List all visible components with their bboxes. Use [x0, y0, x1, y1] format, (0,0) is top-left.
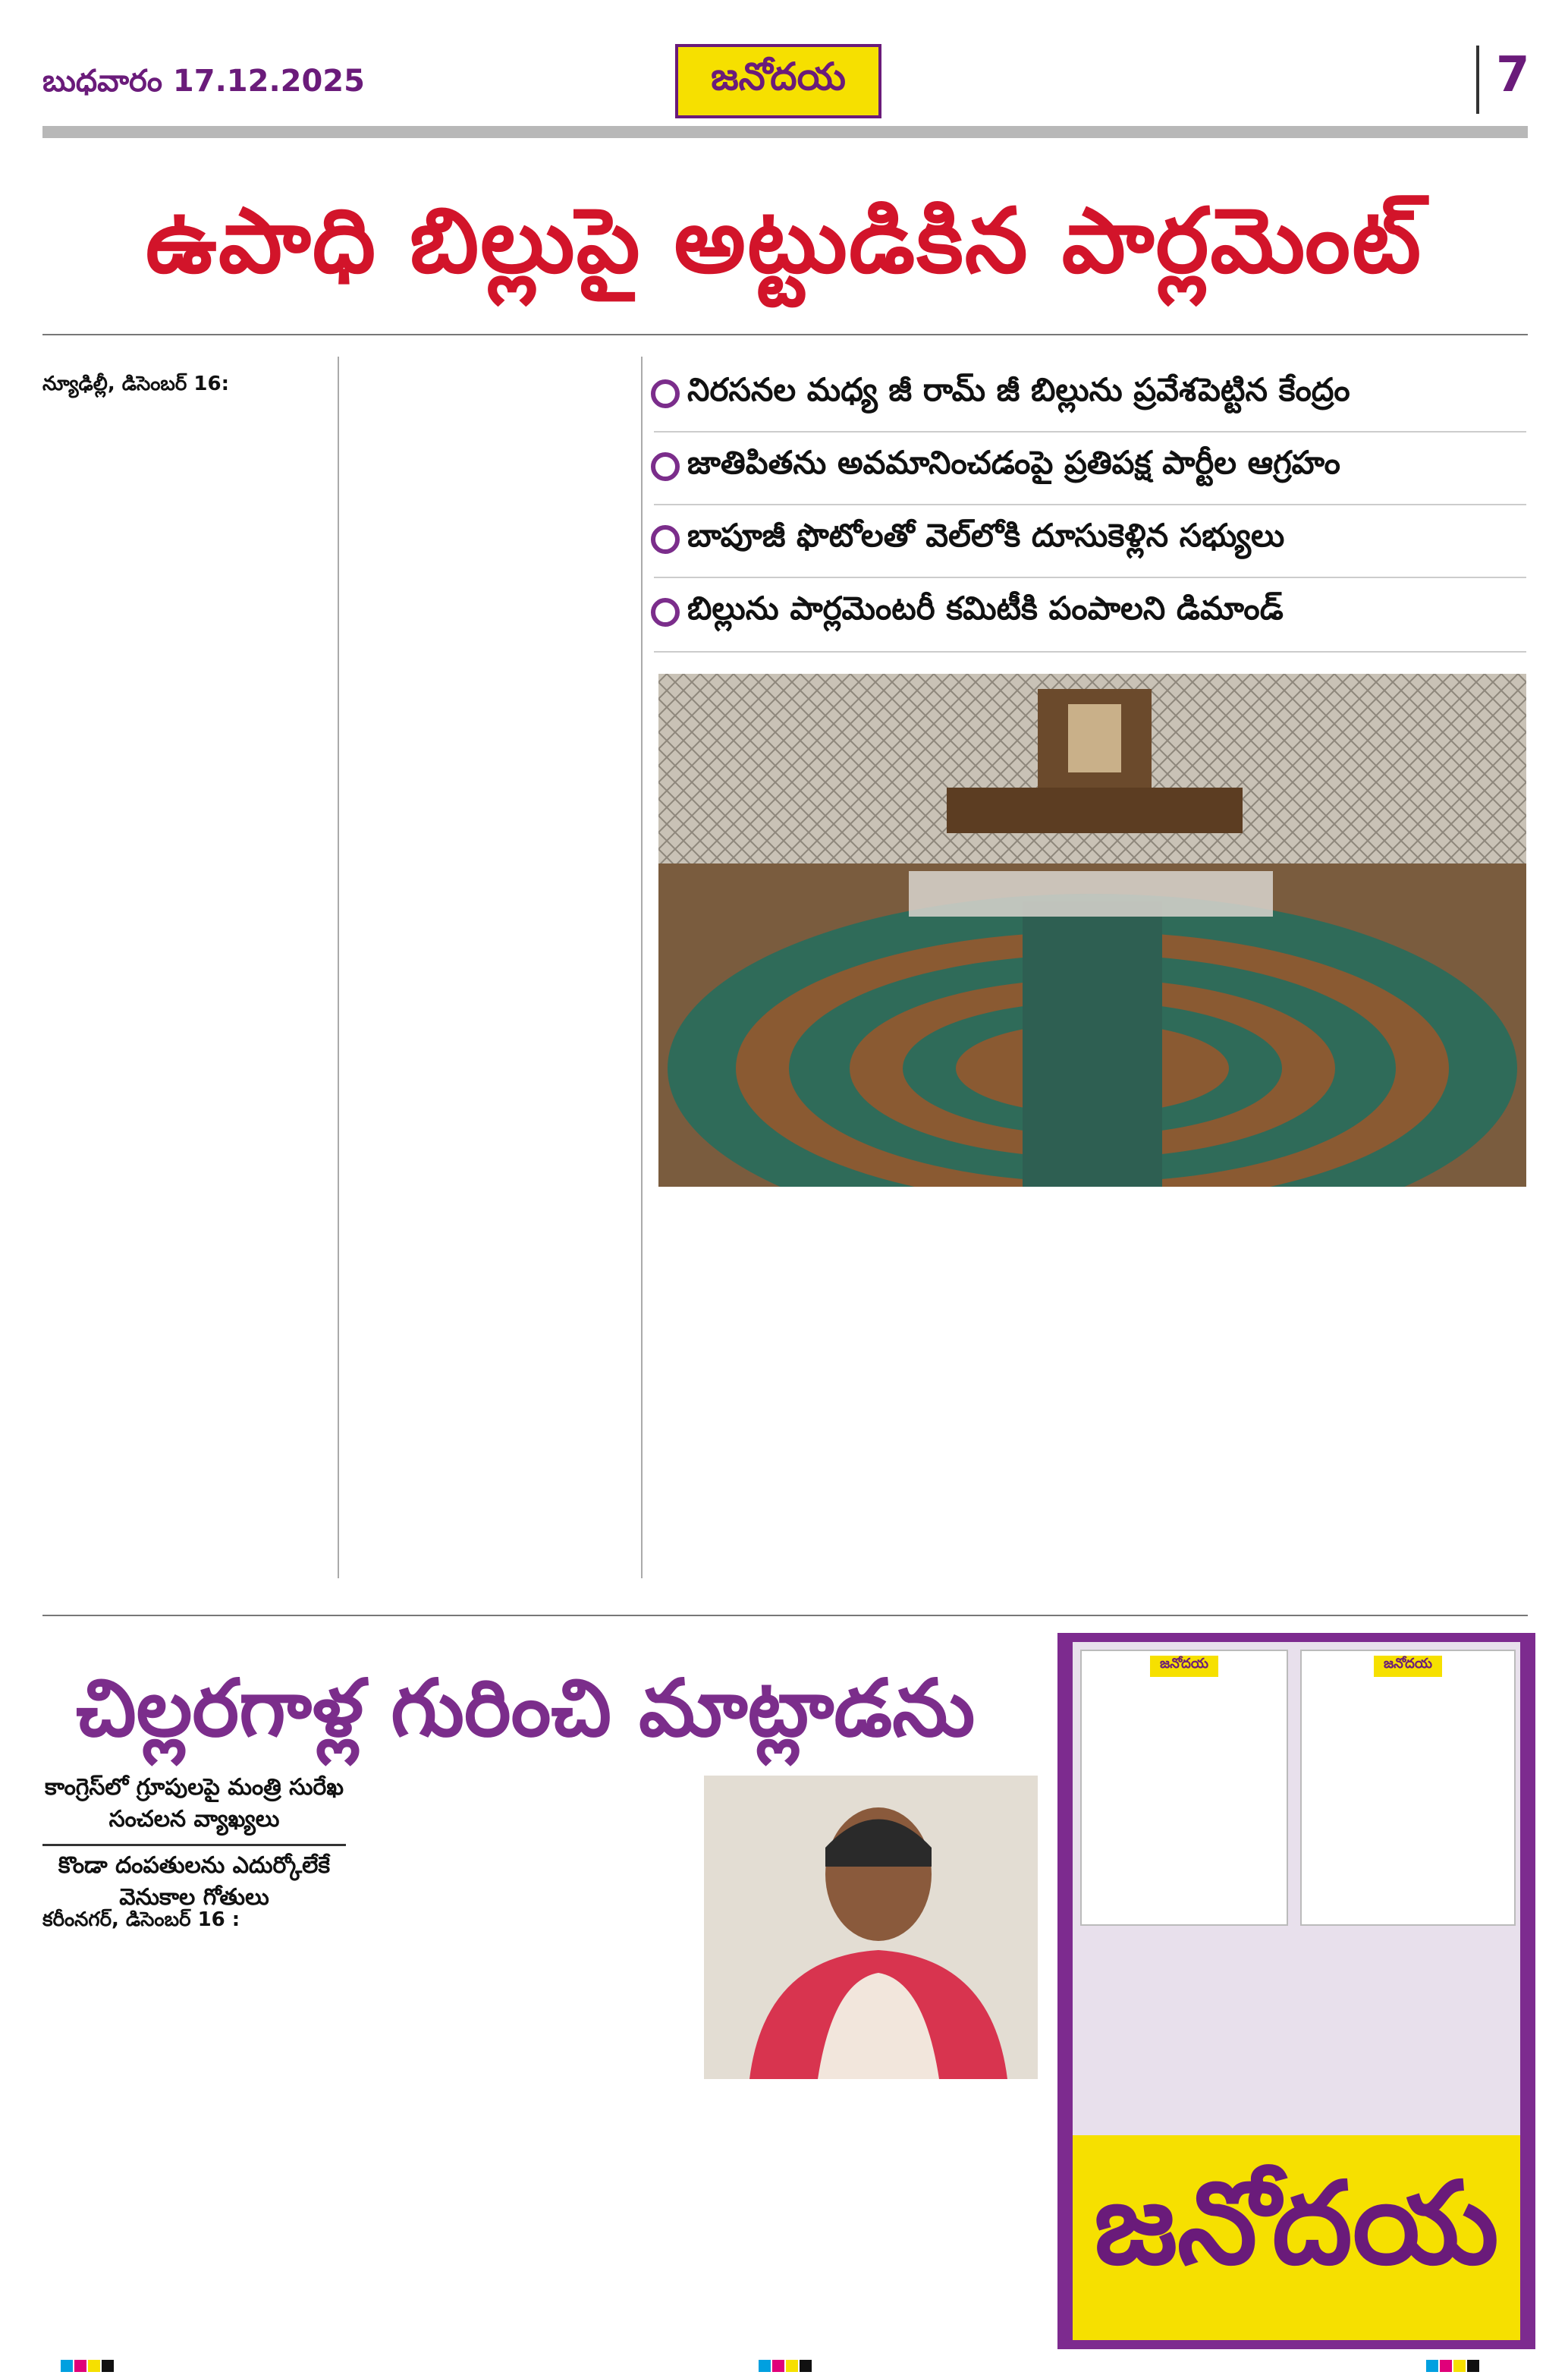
main-story-column-2 — [343, 369, 634, 1580]
second-story-column-2 — [357, 1774, 690, 2360]
ad-sample-page-1 — [1080, 1650, 1288, 1926]
parliament-photo-illustration — [658, 674, 1526, 1187]
bullet-rule — [654, 504, 1526, 505]
minister-photo-illustration — [704, 1776, 1038, 2079]
main-story-column-4 — [952, 1196, 1233, 1580]
column-divider — [338, 357, 339, 1578]
bullet-text: నిరసనల మధ్య జీ రామ్ జీ బిల్లును ప్రవేశపెట్టిన కేంద్రం — [687, 371, 1350, 408]
deck-line-2: కొండా దంపతులను ఎదుర్కోలేకే వెనుకాల గోతులు — [58, 1852, 331, 1911]
masthead-logo — [675, 44, 881, 118]
bullet-rule — [654, 651, 1526, 653]
second-headline: చిల్లరగాళ్ల గురించి మాట్లాడను — [76, 1662, 976, 1754]
bullet-point — [651, 367, 1538, 420]
ad-big-logo-box — [1073, 2135, 1520, 2340]
page-number: 7 — [1496, 47, 1530, 103]
header-rule — [42, 126, 1528, 138]
bullet-point — [651, 440, 1538, 493]
print-color-marks — [0, 2358, 1568, 2375]
bullet-rule — [654, 577, 1526, 578]
deck-line-1: కాంగ్రెస్‌లో గ్రూపులపై మంత్రి సురేఖ సంచలన వ్యాఖ్యలు — [44, 1774, 344, 1832]
bullet-ring-icon — [651, 598, 680, 627]
bullet-text: జాతిపితను అవమానించడంపై ప్రతిపక్ష పార్టీల ఆగ్రహం — [687, 444, 1340, 481]
second-story-dateline: కరీంనగర్, డిసెంబర్ 16 : — [42, 1908, 240, 1931]
bullet-rule — [654, 431, 1526, 433]
bullet-text: బాపూజీ ఫొటోలతో వెల్‌లోకి దూసుకెళ్లిన సభ్యులు — [687, 517, 1285, 554]
main-story-column-3 — [658, 1196, 939, 1580]
ad-caption-block — [1080, 1930, 1513, 2135]
bullet-ring-icon — [651, 525, 680, 554]
masthead-logo-text: జనోదయ — [711, 54, 846, 99]
main-story-column-5 — [1246, 1196, 1528, 1580]
bullet-ring-icon — [651, 379, 680, 408]
main-story-column-1 — [42, 369, 331, 1580]
issue-date: బుధవారం 17.12.2025 — [42, 64, 365, 99]
second-story-column-3 — [704, 2091, 1038, 2360]
ad-big-logo: జనోదయ — [1094, 2157, 1499, 2290]
column-divider — [641, 357, 643, 1578]
bullet-point — [651, 586, 1538, 639]
main-story-dateline: న్యూఢిల్లీ, డిసెంబర్ 16: — [42, 373, 229, 395]
ad-sample-logo: జనోదయ — [1374, 1656, 1442, 1677]
section-rule — [42, 1615, 1528, 1616]
second-story-deck — [42, 1774, 346, 1916]
ad-sample-logo: జనోదయ — [1150, 1656, 1218, 1677]
second-story-column-1 — [42, 1905, 346, 2360]
page-number-divider — [1476, 46, 1479, 114]
main-headline: ఉపాధి బిల్లుపై అట్టుడికిన పార్లమెంట్ — [145, 188, 1423, 293]
bullet-point — [651, 513, 1538, 566]
bullet-ring-icon — [651, 452, 680, 481]
bullet-text: బిల్లును పార్లమెంటరీ కమిటీకి పంపాలని డిమాండ్ — [687, 590, 1284, 627]
ad-sample-page-2 — [1300, 1650, 1516, 1926]
minister-photo — [704, 1776, 1038, 2079]
headline-rule — [42, 334, 1528, 335]
ad-panel — [1073, 1642, 1520, 2340]
deck-divider — [42, 1844, 346, 1846]
parliament-photo — [658, 674, 1526, 1187]
